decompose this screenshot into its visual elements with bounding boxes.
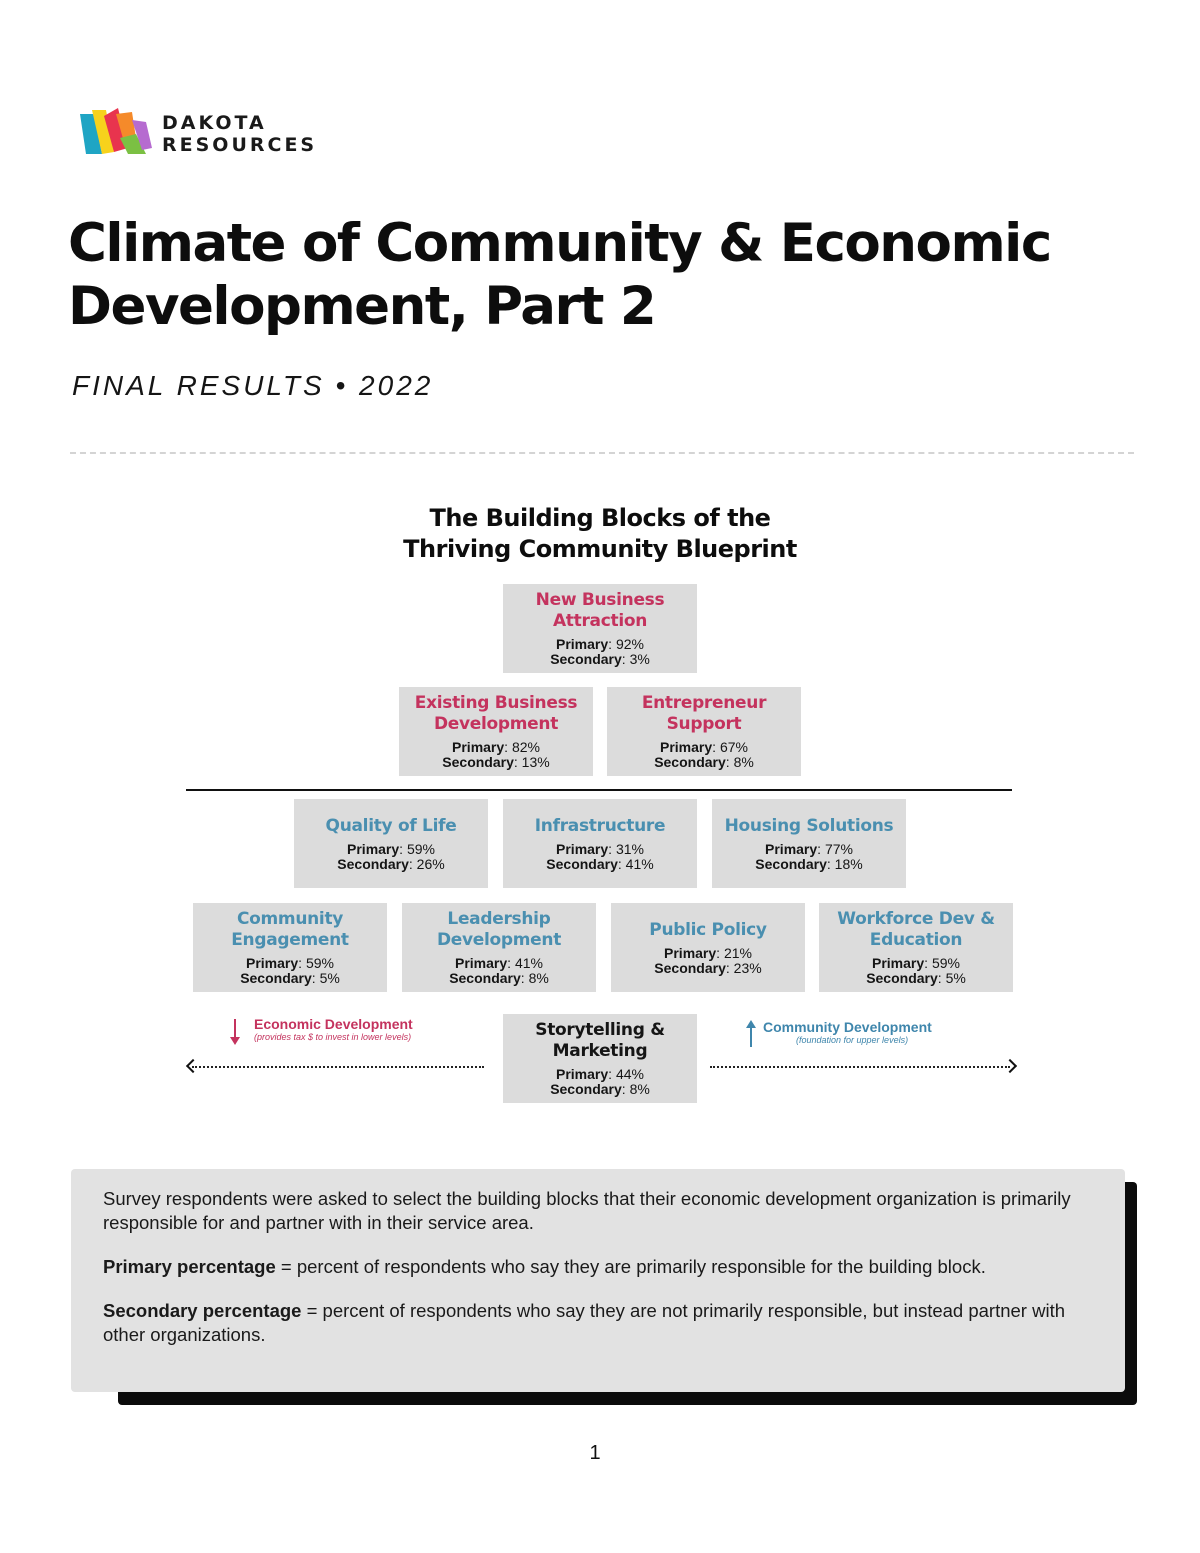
primary-label: Primary	[246, 955, 299, 971]
secondary-definition-text: = percent of respondents who say they are not primarily responsible, but instead partner with other organizations.	[103, 1300, 1065, 1345]
dakota-resources-logo	[80, 108, 340, 160]
block-name: Community Engagement	[231, 909, 349, 950]
primary-label: Primary	[347, 840, 400, 857]
secondary-value: 8%	[733, 754, 754, 770]
page-subtitle: FINAL RESULTS • 2022	[72, 370, 434, 401]
primary-label: Primary	[872, 955, 925, 971]
right-dotted-arrow-line	[710, 1066, 1010, 1068]
econ-community-divider-line	[186, 789, 1012, 791]
block-name: Public Policy	[649, 919, 767, 940]
primary-label: Primary	[660, 739, 713, 755]
legend-community-development	[744, 1019, 974, 1046]
primary-label: Primary	[556, 840, 609, 857]
secondary-value: 3%	[629, 651, 650, 667]
block-name: Leadership Development	[436, 909, 562, 950]
logo-wordmark	[162, 112, 317, 156]
primary-value: 67%	[719, 739, 748, 755]
secondary-label: Secondary	[240, 970, 312, 986]
diagram-title	[300, 503, 900, 565]
arrow-right-icon	[1003, 1059, 1017, 1073]
primary-value: 59%	[406, 840, 435, 857]
secondary-value: 8%	[528, 970, 549, 986]
secondary-value: 5%	[945, 970, 966, 986]
arrow-down-icon	[228, 1016, 242, 1046]
block-workforce-dev-education	[819, 903, 1013, 992]
secondary-label: Secondary	[550, 651, 622, 667]
secondary-label: Secondary	[550, 1081, 622, 1097]
secondary-label: Secondary	[654, 754, 726, 770]
primary-value: 82%	[511, 739, 540, 755]
block-name: Housing Solutions	[724, 815, 894, 836]
primary-label: Primary	[455, 955, 508, 971]
block-housing-solutions	[712, 799, 906, 888]
diagram-title-line-1: The Building Blocks of the	[429, 504, 771, 532]
block-name: Infrastructure	[534, 815, 666, 836]
block-community-engagement	[193, 903, 387, 992]
block-stats: Primary: 21% Secondary: 23%	[654, 944, 762, 976]
left-dotted-arrow-line	[192, 1066, 484, 1068]
secondary-value: 18%	[834, 855, 863, 872]
block-name: Storytelling & Marketing	[535, 1020, 665, 1061]
block-stats: Primary: 31% Secondary: 41%	[546, 840, 654, 872]
secondary-value: 26%	[416, 855, 445, 872]
primary-value: 92%	[615, 636, 644, 652]
logo-mark-icon	[80, 108, 156, 156]
secondary-value: 13%	[521, 754, 550, 770]
secondary-label: Secondary	[449, 970, 521, 986]
secondary-label: Secondary	[866, 970, 938, 986]
page-title-line-1: Climate of Community & Economic	[68, 213, 1051, 274]
block-stats: Primary: 59% Secondary: 5%	[240, 955, 340, 986]
secondary-value: 23%	[733, 959, 762, 976]
page-number: 1	[589, 1442, 601, 1464]
primary-value: 41%	[514, 955, 543, 971]
block-storytelling-marketing	[503, 1014, 697, 1103]
primary-definition-text: = percent of respondents who say they are primarily responsible for the building block.	[275, 1256, 986, 1277]
page-title	[68, 212, 1148, 338]
primary-value: 21%	[723, 944, 752, 961]
block-leadership-development	[402, 903, 596, 992]
primary-label: Primary	[765, 840, 818, 857]
secondary-value: 8%	[629, 1081, 650, 1097]
logo-line-1: DAKOTA	[162, 112, 267, 134]
legend-economic-title: Economic Development	[254, 1016, 413, 1032]
secondary-label: Secondary	[442, 754, 514, 770]
block-quality-of-life	[294, 799, 488, 888]
arrow-left-icon	[186, 1059, 200, 1073]
secondary-term: Secondary percentage	[103, 1300, 302, 1321]
primary-value: 59%	[305, 955, 334, 971]
primary-value: 59%	[931, 955, 960, 971]
legend-community-title: Community Development	[763, 1019, 932, 1035]
block-entrepreneur-support	[607, 687, 801, 776]
primary-label: Primary	[452, 739, 505, 755]
secondary-label: Secondary	[755, 855, 827, 872]
notes-box	[71, 1169, 1125, 1392]
block-existing-business-development	[399, 687, 593, 776]
block-name: Entrepreneur Support	[641, 693, 767, 734]
diagram-title-line-2: Thriving Community Blueprint	[403, 535, 797, 563]
block-stats: Primary: 44% Secondary: 8%	[550, 1066, 650, 1097]
legend-community-note: (foundation for upper levels)	[796, 1035, 909, 1045]
primary-value: 44%	[615, 1066, 644, 1082]
block-stats: Primary: 67% Secondary: 8%	[654, 739, 754, 770]
block-name: Existing Business Development	[414, 693, 578, 734]
primary-label: Primary	[664, 944, 717, 961]
primary-value: 77%	[824, 840, 853, 857]
secondary-value: 5%	[319, 970, 340, 986]
block-name: Workforce Dev & Education	[837, 909, 995, 950]
secondary-label: Secondary	[337, 855, 409, 872]
block-stats: Primary: 59% Secondary: 26%	[337, 840, 445, 872]
primary-label: Primary	[556, 636, 609, 652]
secondary-value: 41%	[625, 855, 654, 872]
notes-secondary-definition	[103, 1299, 1085, 1347]
block-new-business-attraction	[503, 584, 697, 673]
block-stats: Primary: 82% Secondary: 13%	[442, 739, 550, 770]
block-name: Quality of Life	[325, 815, 457, 836]
primary-label: Primary	[556, 1066, 609, 1082]
block-stats: Primary: 41% Secondary: 8%	[449, 955, 549, 986]
block-name: New Business Attraction	[535, 590, 665, 631]
block-infrastructure	[503, 799, 697, 888]
page-title-line-2: Development, Part 2	[68, 276, 656, 337]
legend-economic-development	[228, 1016, 448, 1043]
block-stats: Primary: 59% Secondary: 5%	[866, 955, 966, 986]
notes-intro: Survey respondents were asked to select the building blocks that their economic development organization is primarily responsible for and partner with in their service area.	[103, 1188, 1071, 1233]
logo-line-2: RESOURCES	[162, 134, 318, 156]
notes-primary-definition	[103, 1255, 1085, 1279]
secondary-label: Secondary	[654, 959, 726, 976]
secondary-label: Secondary	[546, 855, 618, 872]
primary-term: Primary percentage	[103, 1256, 276, 1277]
block-stats: Primary: 92% Secondary: 3%	[550, 636, 650, 667]
primary-value: 31%	[615, 840, 644, 857]
arrow-up-icon	[744, 1019, 758, 1049]
legend-economic-note: (provides tax $ to invest in lower levels)	[254, 1032, 412, 1042]
block-public-policy	[611, 903, 805, 992]
block-stats: Primary: 77% Secondary: 18%	[755, 840, 863, 872]
dashed-divider	[70, 452, 1134, 454]
